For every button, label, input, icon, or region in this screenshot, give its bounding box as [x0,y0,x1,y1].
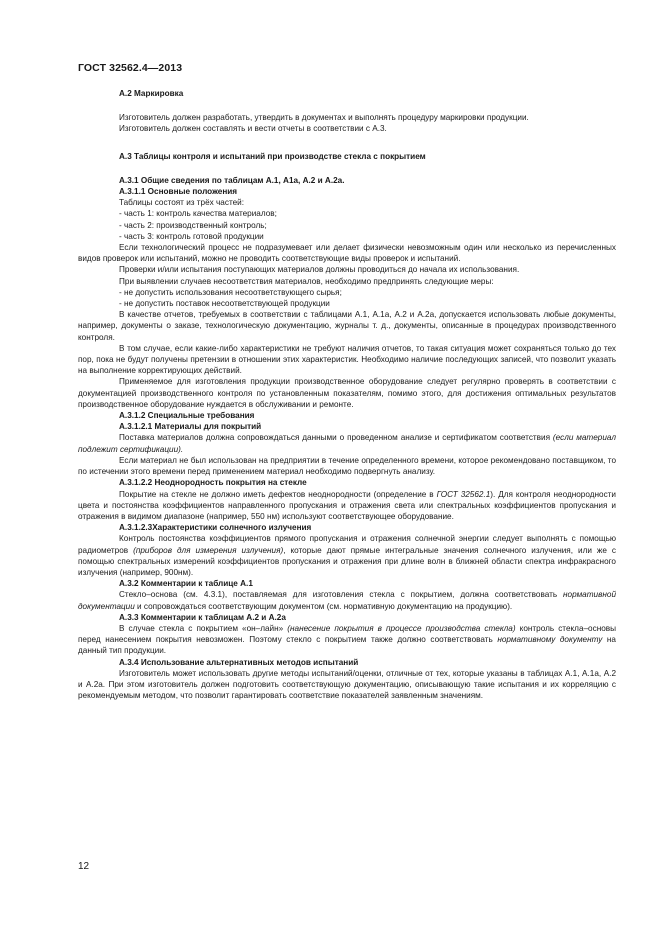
paragraph: Если материал не был использован на предприятии в течение определенного времени, которое рекомендовано поставщиком, то по истечении этого времени перед применением материал необходимо подвергнуть анализу. [78,455,616,477]
list-item: - часть 2: производственный контроль; [119,220,267,230]
text-run-italic: (если материал подлежит сертификации). [78,433,616,454]
text-run-italic: нормативному документу [497,635,603,645]
paragraph: Таблицы состоят из трёх частей: [119,198,245,208]
paragraph: Если технологический процесс не подразумевает или делает физически невозможным один или несколько из перечисленных видов проверок или испытаний, можно не проводить соответствующие виды проверок и испытаний. [78,243,616,264]
text-run: Контроль постоянства коэффициентов прямого пропускания и отражения солнечной энергии следует выполнять с помощью радиометров [78,534,616,555]
text-run-italic: (нанесение покрытия в процессе производства стекла) [287,623,516,633]
text-run: В случае стекла с покрытием «он–лайн» [119,623,288,633]
text-run-italic: (приборов для измерения излучения) [133,545,284,555]
paragraph [78,533,616,578]
paragraph: Изготовитель должен составлять и вести отчеты в соответствии с А.3. [119,124,387,134]
list-item: - часть 1: контроль качества материалов; [119,209,277,219]
section-heading-a31: А.3.1 Общие сведения по таблицам А.1, А1а, А.2 и А.2а. [119,175,345,185]
paragraph [78,623,616,657]
paragraph [78,489,616,523]
page-number: 12 [78,861,90,872]
text-run-italic: нормативной документации [78,590,616,611]
list-item: - часть 3: контроль готовой продукции [119,231,264,241]
text-run: на данный тип продукции. [78,635,616,656]
section-heading-a3122: А.3.1.2.2 Неоднородность покрытия на стекле [119,478,307,488]
text-run: Стекло–основа (см. 4.3.1), поставляемая для изготовления стекла с покрытием, должна соответствовать [119,590,564,600]
document-code-header: ГОСТ 32562.4—2013 [78,62,183,74]
text-run: Покрытие на стекле не должно иметь дефектов неоднородности (определение в [119,489,437,499]
text-run: и сопровождаться соответствующим документом (см. нормативную документацию на продукцию). [134,601,513,611]
text-run: ). Для контроля неоднородности цвета и постоянства коэффициентов направленного пропускания и отражения света или спектральных коэффициентов пропускания и отражения в видимом диапазоне (например, 550 нм) используют соответствующее оборудование. [78,489,617,521]
section-heading-a3123: А.3.1.2.3Характеристики солнечного излучения [119,523,312,533]
text-run-italic: ГОСТ 32562.1 [436,489,491,499]
text-run: , которые дают прямые интегральные значения солнечного излучения, или же с помощью спектральных измерений коэффициентов пропускания и отражения при длине волн в ближней области спектра инфракрасного излучения (например, 900нм). [78,545,617,577]
section-heading-a312: А.3.1.2 Специальные требования [119,411,255,421]
paragraph: Применяемое для изготовления продукции производственное оборудование следует регулярно проверять в соответствии с документацией производственного контроля по установленным показателям, помимо этого, для достижения оптимальных результатов производственное оборудование нуждается в обслуживании и ремонте. [78,377,616,409]
document-body [78,82,616,701]
list-item: - не допустить поставок несоответствующей продукции [119,299,330,309]
section-heading-a3121: А.3.1.2.1 Материалы для покрытий [119,422,262,432]
paragraph: Проверки и/или испытания поступающих материалов должны проводиться до начала их использования. [119,265,520,275]
paragraph: В качестве отчетов, требуемых в соответствии с таблицами А.1, А.1а, А.2 и А.2а, допускается использовать любые документы, например, документы о заказе, технологическую документацию, журналы т. д., документы, описанные в процедурах производственного контроля. [78,310,616,342]
text-run: контроль стекла–основы перед нанесением покрытия невозможен. Поэтому стекло с покрытием также должно соответствовать [78,623,617,645]
section-heading-a32: А.3.2 Комментарии к таблице А.1 [119,579,253,589]
paragraph [78,589,616,611]
paragraph: Изготовитель может использовать другие методы испытаний/оценки, отличные от тех, которые указаны в таблицах А.1, А.1а, А.2 и А.2а. При этом изготовитель должен подготовить соответствующую документацию, описывающую такие испытания и их корреляцию с рекомендуемым методом, что позволит гарантировать соответствие показателей заявленным значениям. [78,668,616,701]
section-heading-a33: А.3.3 Комментарии к таблицам А.2 и А.2а [119,612,286,622]
paragraph [78,432,616,454]
section-heading-a3: А.3 Таблицы контроля и испытаний при производстве стекла с покрытием [119,151,426,161]
list-item: - не допустить использования несоответствующего сырья; [119,287,342,297]
section-heading-a311: А.3.1.1 Основные положения [119,187,238,197]
paragraph: В том случае, если какие-либо характеристики не требуют наличия отчетов, то такая ситуация может сохраняться только до тех пор, пока не будут получены претензии в отношении этих характеристик. Необходимо наличие последующих записей, что позволит указать на выполнение корректирующих действий. [78,343,616,376]
section-heading-a2: А.2 Маркировка [119,89,184,98]
paragraph: Изготовитель должен разработать, утвердить в документах и выполнять процедуру маркировки продукции. [119,113,529,123]
section-heading-a34: А.3.4 Использование альтернативных методов испытаний [119,657,359,667]
paragraph: При выявлении случаев несоответствия материалов, необходимо предпринять следующие меры: [119,276,494,286]
text-run: Поставка материалов должна сопровождаться данными о проведенном анализе и сертификатом соответствия [119,433,553,443]
